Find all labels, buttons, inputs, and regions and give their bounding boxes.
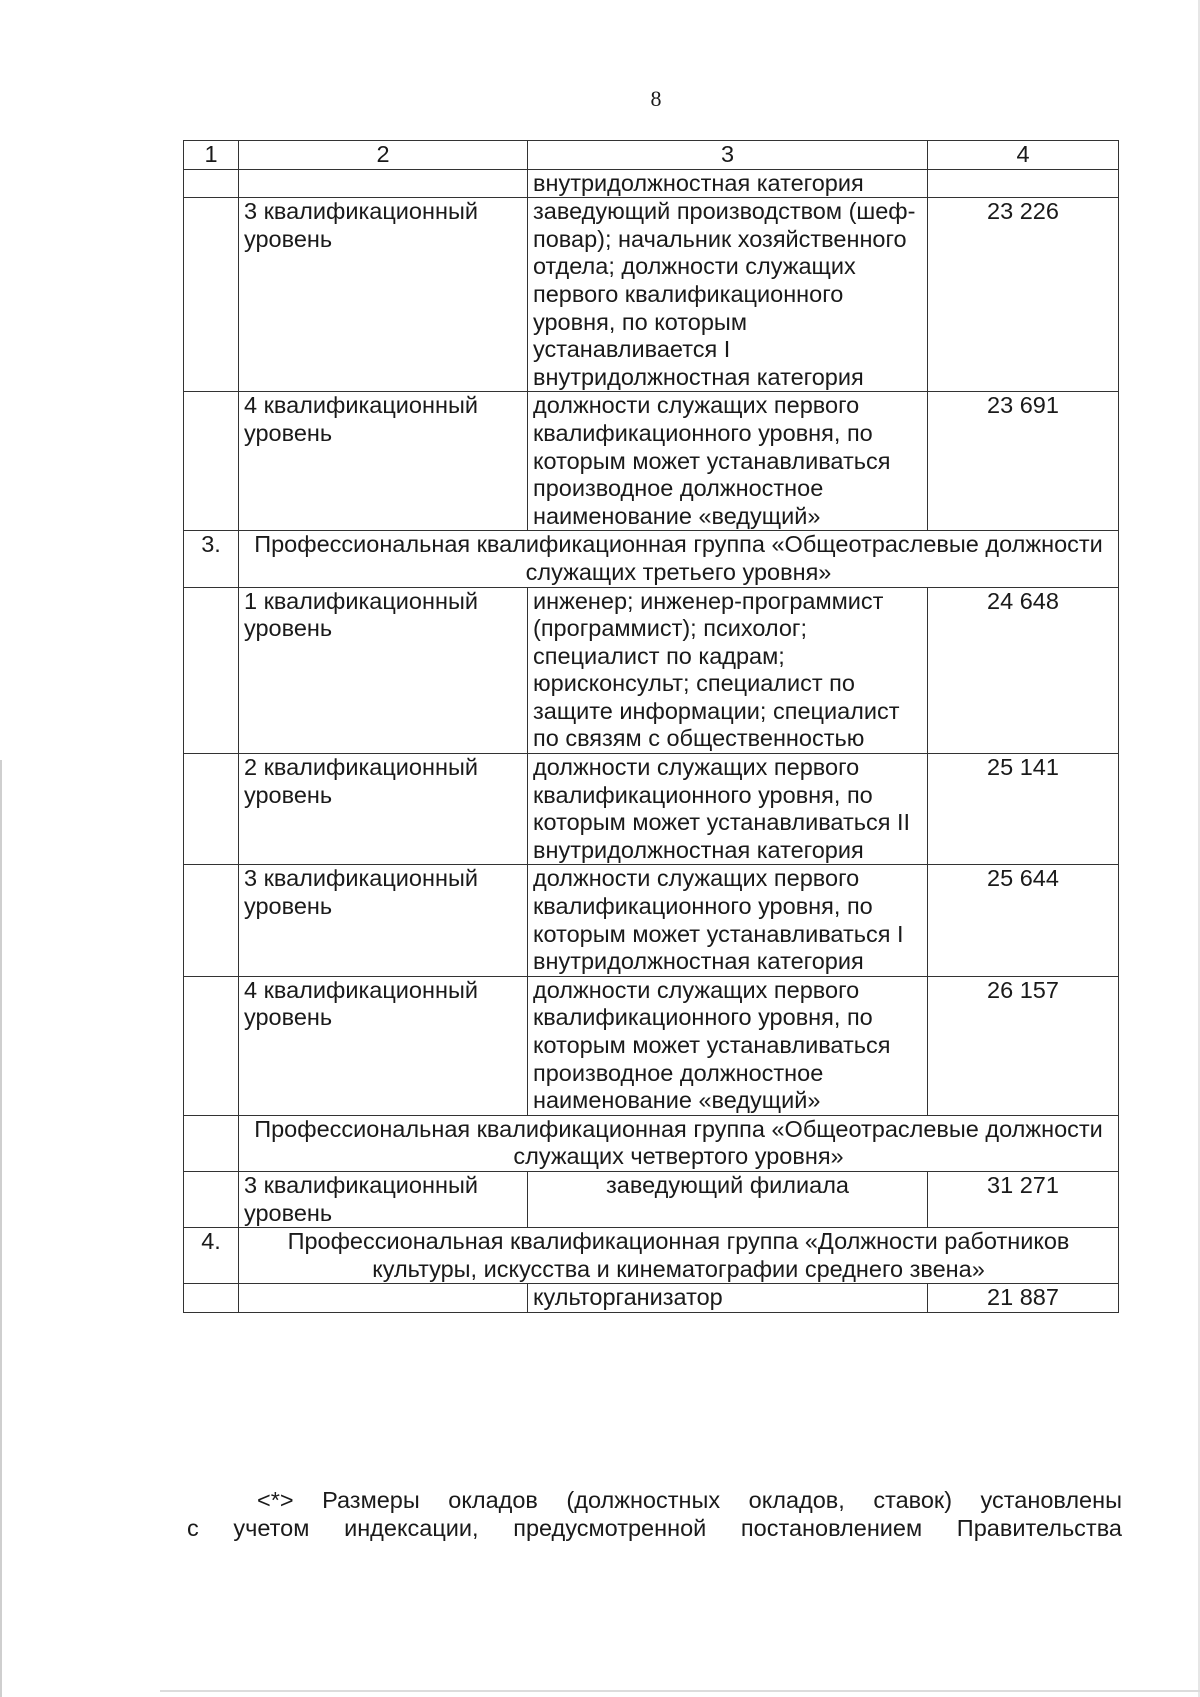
level-cell: 3 квалификационный уровень — [239, 1171, 528, 1227]
level-cell: 2 квалификационный уровень — [239, 754, 528, 865]
page-number: 8 — [650, 86, 662, 111]
group-title-row — [184, 531, 1119, 587]
header-cell-3: 3 — [528, 141, 928, 170]
level-cell: 4 квалификационный уровень — [239, 976, 528, 1115]
salary-cell: 24 648 — [928, 587, 1119, 754]
group-title: Профессиональная квалификационная группа «Общеотраслевые должности служащих четвертого уровня» — [239, 1115, 1119, 1171]
header-cell-2: 2 — [239, 141, 528, 170]
table-row — [184, 1284, 1119, 1313]
salary-cell: 25 644 — [928, 865, 1119, 976]
salary-cell: 31 271 — [928, 1171, 1119, 1227]
table-row — [184, 976, 1119, 1115]
level-cell: 3 квалификационный уровень — [239, 198, 528, 392]
positions-cell: должности служащих первого квалификационного уровня, по которым может устанавливаться II внутридолжностная категория — [528, 754, 928, 865]
table-row — [184, 1171, 1119, 1227]
level-cell: 3 квалификационный уровень — [239, 865, 528, 976]
table-row — [184, 198, 1119, 392]
scan-edge-bottom — [160, 1690, 1200, 1692]
group-title: Профессиональная квалификационная группа «Общеотраслевые должности служащих третьего уровня» — [239, 531, 1119, 587]
table-row — [184, 865, 1119, 976]
positions-cell: инженер; инженер-программист (программист); психолог; специалист по кадрам; юрисконсульт; специалист по защите информации; специалист по связям с общественностью — [528, 587, 928, 754]
group-title-row — [184, 1115, 1119, 1171]
table-row — [184, 392, 1119, 531]
table-header-row — [184, 141, 1119, 170]
salary-cell: 23 691 — [928, 392, 1119, 531]
salary-table — [183, 140, 1119, 1313]
positions-cell: должности служащих первого квалификационного уровня, по которым может устанавливаться производное должностное наименование «ведущий» — [528, 392, 928, 531]
level-cell: 4 квалификационный уровень — [239, 392, 528, 531]
positions-cell: культорганизатор — [528, 1284, 928, 1313]
positions-cell: должности служащих первого квалификационного уровня, по которым может устанавливаться I внутридолжностная категория — [528, 865, 928, 976]
footnote-line-2: с учетом индексации, предусмотренной постановлением Правительства — [187, 1515, 1122, 1541]
scan-edge-left — [0, 760, 2, 1697]
positions-cell: должности служащих первого квалификационного уровня, по которым может устанавливаться производное должностное наименование «ведущий» — [528, 976, 928, 1115]
footnote — [187, 1486, 1122, 1542]
positions-cell: внутридолжностная категория — [528, 169, 928, 198]
level-cell: 1 квалификационный уровень — [239, 587, 528, 754]
table-row — [184, 169, 1119, 198]
level-cell — [239, 1284, 528, 1313]
footnote-line-1: <*> Размеры окладов (должностных окладов, ставок) установлены — [257, 1487, 1122, 1513]
salary-cell: 21 887 — [928, 1284, 1119, 1313]
group-number: 3. — [184, 531, 239, 587]
salary-cell: 25 141 — [928, 754, 1119, 865]
header-cell-1: 1 — [184, 141, 239, 170]
table-row — [184, 587, 1119, 754]
group-title: Профессиональная квалификационная группа «Должности работников культуры, искусства и кинематографии среднего звена» — [239, 1228, 1119, 1284]
salary-cell: 26 157 — [928, 976, 1119, 1115]
header-cell-4: 4 — [928, 141, 1119, 170]
group-title-row — [184, 1228, 1119, 1284]
positions-cell: заведующий филиала — [528, 1171, 928, 1227]
group-number: 4. — [184, 1228, 239, 1284]
salary-cell: 23 226 — [928, 198, 1119, 392]
positions-cell: заведующий производством (шеф-повар); начальник хозяйственного отдела; должности служащих первого квалификационного уровня, по которым устанавливается I внутридолжностная категория — [528, 198, 928, 392]
table-row — [184, 754, 1119, 865]
